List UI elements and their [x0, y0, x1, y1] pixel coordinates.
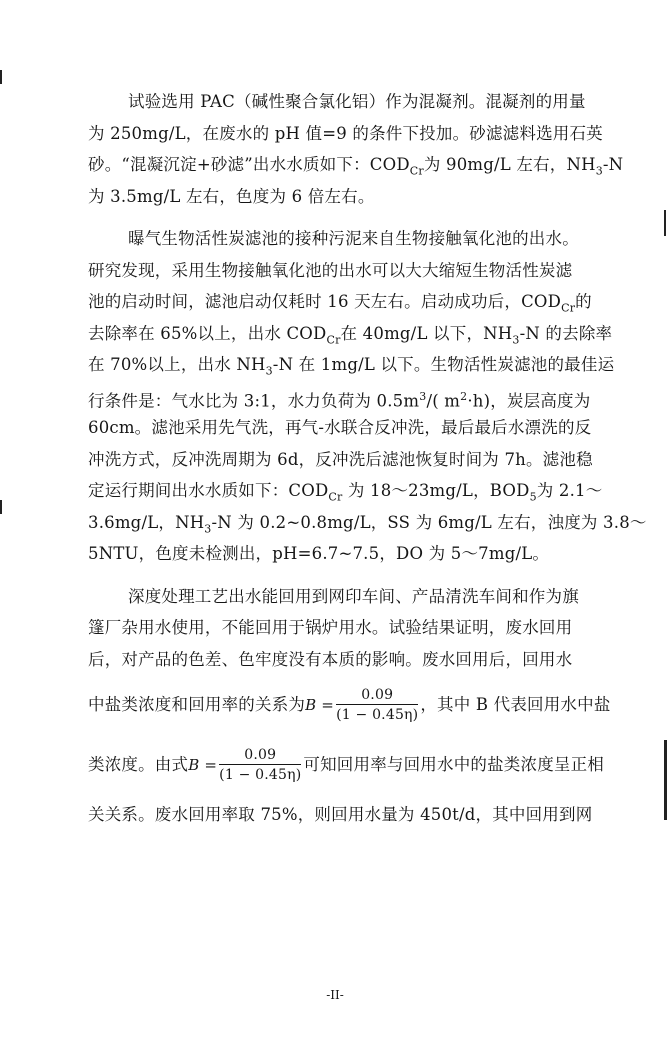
- scan-edge-mark: [664, 210, 666, 236]
- text-line: 60cm。滤池采用先气洗，再气-水联合反冲洗，最后最后水漂洗的反: [88, 418, 592, 437]
- formula-numerator: 0.09: [336, 686, 418, 705]
- text-line: 后，对产品的色差、色牢度没有本质的影响。废水回用后，回用水: [88, 649, 573, 669]
- formula-lhs: B =: [188, 756, 218, 774]
- text-line: 砂。“混凝沉淀+砂滤”出水水质如下：$COD_{Cr}$为 90mg/L 左右，$NH_3-N$: [88, 155, 624, 178]
- formula-denominator: (1 − 0.45η): [336, 707, 419, 723]
- formula-fraction: [336, 686, 418, 725]
- scan-edge-mark: [0, 70, 2, 84]
- scan-edge-mark: [664, 740, 667, 820]
- text-line: 为 250mg/L，在废水的 pH 值=9 的条件下投加。砂滤滤料选用石英: [88, 123, 603, 143]
- text-line: 5NTU，色度未检测出，pH=6.7~7.5，DO 为 5～7mg/L。: [88, 544, 550, 563]
- page-number: -II-: [326, 988, 344, 1002]
- text-line: 为 3.5mg/L 左右，色度为 6 倍左右。: [88, 186, 375, 206]
- text-line: 3.6mg/L，$NH_3-N$ 为 0.2~0.8mg/L，SS 为 6mg/L 左右，浊度为 3.8～: [88, 512, 647, 535]
- text-line: 研究发现，采用生物接触氧化池的出水可以大大缩短生物活性炭滤: [88, 260, 573, 280]
- text-line: 去除率在 65%以上，出水 $COD_{Cr}$在 40mg/L 以下，$NH_3-N$ 的去除率: [88, 323, 613, 346]
- text-line: 试验选用 PAC（碱性聚合氯化铝）作为混凝剂。混凝剂的用量: [128, 92, 586, 111]
- text-line: 曝气生物活性炭滤池的接种污泥来自生物接触氧化池的出水。: [128, 229, 579, 248]
- formula-fraction: [219, 746, 301, 785]
- text-line: 关关系。废水回用率取 75%，则回用水量为 450t/d，其中回用到网: [88, 805, 593, 824]
- formula-lhs: B =: [305, 696, 335, 714]
- text-line: 深度处理工艺出水能回用到网印车间、产品清洗车间和作为旗: [128, 586, 579, 606]
- body-text: [88, 86, 647, 831]
- text-line: 类浓度。由式B = $\frac{0.09}{(1 - 0.45\eta)}$ 可知回用率与回用水中的盐类浓度呈正相: [88, 747, 605, 783]
- text-line: 定运行期间出水水质如下：$COD_{Cr}$ 为 18～23mg/L，$BOD_5$为 2.1～: [88, 481, 603, 504]
- scan-edge-mark: [0, 500, 2, 514]
- text-line: 冲洗方式，反冲洗周期为 6d，反冲洗后滤池恢复时间为 7h。滤池稳: [88, 449, 593, 469]
- formula-numerator: 0.09: [219, 746, 301, 765]
- text-line: 池的启动时间，滤池启动仅耗时 16 天左右。启动成功后，$COD_{Cr}$的: [88, 292, 592, 315]
- text-line: 行条件是：气水比为 3:1，水力负荷为 $0.5m^3/$( $m^2\cdot h$)，炭层高度为: [88, 389, 591, 410]
- text-line: 中盐类浓度和回用率的关系为B = $\frac{0.09}{(1 - 0.45\eta)}$ ，其中 B 代表回用水中盐: [88, 687, 611, 723]
- text-line: 篷厂杂用水使用，不能回用于锅炉用水。试验结果证明，废水回用: [88, 618, 573, 637]
- text-line: 在 70%以上，出水 $NH_3-N$ 在 1mg/L 以下。生物活性炭滤池的最佳运: [88, 355, 615, 378]
- formula-denominator: (1 − 0.45η): [219, 767, 302, 783]
